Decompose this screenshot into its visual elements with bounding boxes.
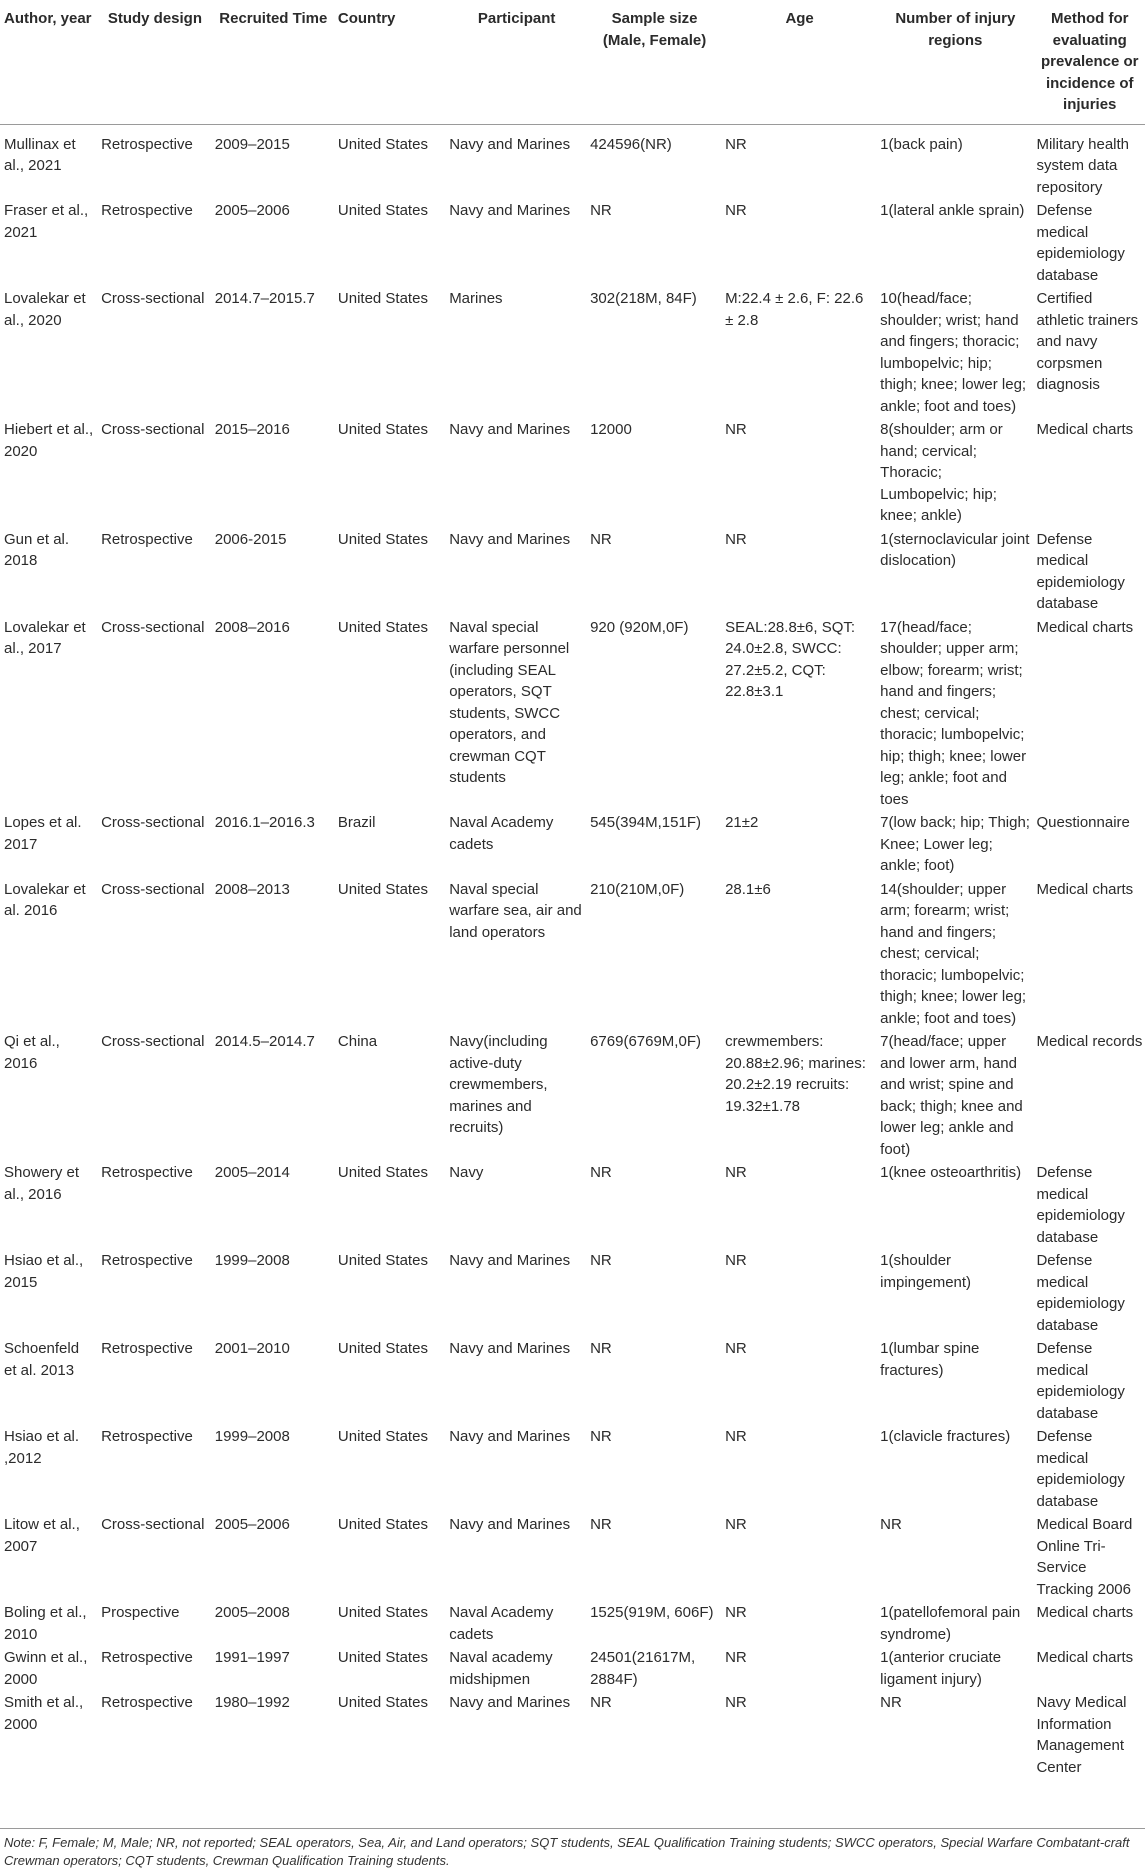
recruited-time-cell: 1980–1992 — [214, 1694, 290, 1711]
table-row — [0, 124, 1145, 200]
injury-regions-cell: 1(anterior cruciate ligament injury) — [880, 1649, 1002, 1688]
method-cell: Medical charts — [1036, 1649, 1134, 1666]
country-cell: Brazil — [337, 814, 376, 831]
recruited-time-cell: 2014.7–2015.7 — [214, 290, 315, 307]
sample-size-cell: 545(394M,151F) — [590, 814, 701, 831]
participant-cell: Naval academy midshipmen — [449, 1649, 553, 1688]
sample-size-cell: 210(210M,0F) — [590, 880, 685, 898]
country-cell: United States — [337, 530, 428, 548]
injury-regions-cell: 1(lumbar spine fractures) — [880, 1340, 980, 1379]
recruited-time-cell: 2016.1–2016.3 — [214, 814, 315, 831]
age-cell: SEAL:28.8±6, SQT: 24.0±2.8, SWCC: 27.2±5.2, CQT: 22.8±3.1 — [725, 618, 856, 700]
study-design-cell: Cross-sectional — [101, 814, 205, 831]
recruited-time-cell: 2005–2006 — [214, 202, 290, 219]
participant-cell: Naval Academy cadets — [449, 1604, 554, 1643]
country-cell: United States — [337, 1252, 428, 1269]
injury-regions-cell: 1(sternoclavicular joint dislocation) — [880, 530, 1030, 569]
country-cell: United States — [337, 421, 428, 438]
injury-regions-cell: 14(shoulder; upper arm; forearm; wrist; hand and fingers; chest; cervical; thoracic; lumbopelvic; thigh; knee; lower leg; ankle; foot and toes) — [880, 880, 1027, 1027]
author-year-cell: Qi et al., 2016 — [4, 1033, 60, 1072]
author-year-cell: Litow et al., 2007 — [4, 1516, 80, 1555]
table-row — [0, 200, 1145, 288]
sample-size-cell: NR — [590, 1694, 612, 1711]
recruited-time-cell: 2008–2013 — [214, 880, 290, 898]
method-cell: Certified athletic trainers and navy corpsmen diagnosis — [1036, 290, 1139, 393]
country-cell: United States — [337, 1428, 428, 1445]
author-year-cell: Mullinax et al., 2021 — [4, 135, 76, 174]
method-cell: Medical charts — [1036, 618, 1134, 636]
table-row — [0, 419, 1145, 529]
table-row — [0, 288, 1145, 419]
sample-size-cell: 12000 — [590, 421, 632, 438]
method-cell: Military health system data repository — [1036, 135, 1130, 196]
table-row — [0, 1514, 1145, 1602]
method-cell: Defense medical epidemiology database — [1036, 1164, 1125, 1246]
age-cell: NR — [725, 530, 747, 548]
author-year-cell: Boling et al., 2010 — [4, 1604, 87, 1643]
recruited-time-cell: 2005–2014 — [214, 1164, 290, 1181]
method-cell: Defense medical epidemiology database — [1036, 1428, 1125, 1510]
participant-cell: Navy — [449, 1164, 484, 1181]
sample-size-cell: 1525(919M, 606F) — [590, 1604, 714, 1621]
age-cell: NR — [725, 1694, 747, 1711]
author-year-cell: Showery et al., 2016 — [4, 1164, 80, 1203]
age-cell: M:22.4 ± 2.6, F: 22.6 ± 2.8 — [725, 290, 864, 329]
method-cell: Defense medical epidemiology database — [1036, 1340, 1125, 1422]
injury-regions-cell: NR — [880, 1694, 902, 1711]
injury-regions-cell: 1(clavicle fractures) — [880, 1428, 1011, 1445]
country-cell: China — [337, 1033, 378, 1050]
author-year-cell: Fraser et al., 2021 — [4, 202, 89, 241]
study-design-cell: Cross-sectional — [101, 290, 205, 307]
country-cell: United States — [337, 135, 428, 153]
sample-size-cell: 920 (920M,0F) — [590, 618, 689, 636]
header-recruited-time: Recruited Time — [219, 10, 328, 27]
table-row — [0, 1338, 1145, 1426]
author-year-cell: Lovalekar et al. 2016 — [4, 880, 86, 919]
author-year-cell: Lopes et al. 2017 — [4, 814, 82, 853]
age-cell: NR — [725, 1604, 747, 1621]
header-study-design: Study design — [107, 10, 203, 27]
table-row — [0, 1162, 1145, 1250]
injury-regions-cell: 17(head/face; shoulder; upper arm; elbow; forearm; wrist; hand and fingers; chest; cervical; thoracic; lumbopelvic; hip; thigh; knee; lower leg; ankle; foot and toes — [880, 618, 1027, 808]
study-design-cell: Retrospective — [101, 1164, 193, 1181]
injury-regions-cell: 1(back pain) — [880, 135, 963, 153]
sample-size-cell: NR — [590, 1428, 612, 1445]
method-cell: Defense medical epidemiology database — [1036, 1252, 1125, 1334]
sample-size-cell: NR — [590, 1164, 612, 1181]
author-year-cell: Hiebert et al., 2020 — [4, 421, 94, 460]
recruited-time-cell: 2005–2006 — [214, 1516, 290, 1533]
study-design-cell: Cross-sectional — [101, 421, 205, 438]
header-age: Age — [785, 10, 814, 27]
participant-cell: Navy and Marines — [449, 1516, 571, 1533]
author-year-cell: Smith et al., 2000 — [4, 1694, 84, 1733]
study-design-cell: Retrospective — [101, 1649, 193, 1666]
study-design-cell: Retrospective — [101, 1252, 193, 1269]
sample-size-cell: 6769(6769M,0F) — [590, 1033, 701, 1050]
sample-size-cell: NR — [590, 202, 612, 219]
table-row — [0, 812, 1145, 879]
method-cell: Medical charts — [1036, 1604, 1134, 1621]
country-cell: United States — [337, 1340, 428, 1357]
recruited-time-cell: 1999–2008 — [214, 1252, 290, 1269]
age-cell: crewmembers: 20.88±2.96; marines: 20.2±2.19 recruits: 19.32±1.78 — [725, 1033, 866, 1115]
age-cell: NR — [725, 1164, 747, 1181]
recruited-time-cell: 1999–2008 — [214, 1428, 290, 1445]
sample-size-cell: NR — [590, 1516, 612, 1533]
country-cell: United States — [337, 618, 428, 636]
table-row — [0, 617, 1145, 813]
participant-cell: Navy(including active-duty crewmembers, marines and recruits) — [449, 1033, 548, 1136]
injury-regions-cell: 10(head/face; shoulder; wrist; hand and fingers; thoracic; lumbopelvic; hip; thigh; knee; lower leg; ankle; foot and toes) — [880, 290, 1027, 415]
injury-regions-cell: 1(shoulder impingement) — [880, 1252, 972, 1291]
header-country: Country — [337, 10, 396, 27]
age-cell: NR — [725, 1428, 747, 1445]
method-cell: Medical charts — [1036, 880, 1134, 898]
author-year-cell: Lovalekar et al., 2020 — [4, 290, 86, 329]
table-header-row — [0, 0, 1145, 124]
country-cell: United States — [337, 1649, 428, 1666]
country-cell: United States — [337, 202, 428, 219]
study-design-cell: Cross-sectional — [101, 1516, 205, 1533]
participant-cell: Navy and Marines — [449, 1340, 571, 1357]
study-design-cell: Cross-sectional — [101, 880, 205, 898]
country-cell: United States — [337, 1694, 428, 1711]
country-cell: United States — [337, 880, 428, 898]
author-year-cell: Gun et al. 2018 — [4, 530, 70, 569]
method-cell: Questionnaire — [1036, 814, 1130, 831]
recruited-time-cell: 2015–2016 — [214, 421, 290, 438]
header-sample-size: Sample size (Male, Female) — [602, 10, 707, 49]
table-row — [0, 879, 1145, 1032]
header-participant: Participant — [477, 10, 556, 27]
injury-regions-cell: 7(head/face; upper and lower arm, hand and wrist; spine and back; thigh; knee and lower leg; ankle and foot) — [880, 1033, 1023, 1158]
age-cell: NR — [725, 1340, 747, 1357]
age-cell: 21±2 — [725, 814, 759, 831]
table-row — [0, 1602, 1145, 1647]
study-design-cell: Retrospective — [101, 135, 193, 153]
recruited-time-cell: 2008–2016 — [214, 618, 290, 636]
age-cell: NR — [725, 135, 747, 153]
participant-cell: Navy and Marines — [449, 421, 571, 438]
recruited-time-cell: 2005–2008 — [214, 1604, 290, 1621]
participant-cell: Navy and Marines — [449, 135, 571, 153]
table-body — [0, 124, 1145, 1780]
age-cell: NR — [725, 1649, 747, 1666]
country-cell: United States — [337, 290, 428, 307]
sample-size-cell: NR — [590, 530, 612, 548]
participant-cell: Navy and Marines — [449, 1428, 571, 1445]
recruited-time-cell: 2009–2015 — [214, 135, 290, 153]
header-author-year: Author, year — [4, 10, 92, 27]
age-cell: 28.1±6 — [725, 880, 771, 898]
sample-size-cell: 424596(NR) — [590, 135, 672, 153]
study-design-cell: Prospective — [101, 1604, 180, 1621]
study-design-cell: Retrospective — [101, 1694, 193, 1711]
participant-cell: Naval special warfare personnel (including SEAL operators, SQT students, SWCC operators, and crewman CQT students — [449, 618, 570, 786]
study-design-cell: Retrospective — [101, 1428, 193, 1445]
study-design-cell: Retrospective — [101, 1340, 193, 1357]
age-cell: NR — [725, 1516, 747, 1533]
header-injury-regions: Number of injury regions — [895, 10, 1016, 49]
study-design-cell: Cross-sectional — [101, 618, 205, 636]
participant-cell: Navy and Marines — [449, 202, 571, 219]
method-cell: Medical charts — [1036, 421, 1134, 438]
study-design-cell: Retrospective — [101, 202, 193, 219]
recruited-time-cell: 2014.5–2014.7 — [214, 1033, 315, 1050]
age-cell: NR — [725, 202, 747, 219]
participant-cell: Navy and Marines — [449, 1252, 571, 1269]
country-cell: United States — [337, 1516, 428, 1533]
table-row — [0, 1031, 1145, 1162]
sample-size-cell: 24501(21617M, 2884F) — [590, 1649, 696, 1688]
participant-cell: Marines — [449, 290, 503, 307]
country-cell: United States — [337, 1164, 428, 1181]
method-cell: Medical records — [1036, 1033, 1143, 1050]
age-cell: NR — [725, 421, 747, 438]
sample-size-cell: NR — [590, 1340, 612, 1357]
injury-regions-cell: 8(shoulder; arm or hand; cervical; Thoracic; Lumbopelvic; hip; knee; ankle) — [880, 421, 1003, 524]
author-year-cell: Gwinn et al., 2000 — [4, 1649, 88, 1688]
sample-size-cell: 302(218M, 84F) — [590, 290, 697, 307]
table-row — [0, 1647, 1145, 1692]
table-row — [0, 1692, 1145, 1780]
table-row — [0, 1250, 1145, 1338]
method-cell: Defense medical epidemiology database — [1036, 530, 1125, 612]
participant-cell: Navy and Marines — [449, 530, 571, 548]
country-cell: United States — [337, 1604, 428, 1621]
study-design-cell: Cross-sectional — [101, 1033, 205, 1050]
participant-cell: Naval special warfare sea, air and land operators — [449, 880, 582, 941]
recruited-time-cell: 1991–1997 — [214, 1649, 290, 1666]
recruited-time-cell: 2001–2010 — [214, 1340, 290, 1357]
author-year-cell: Schoenfeld et al. 2013 — [4, 1340, 80, 1379]
injury-regions-cell: 7(low back; hip; Thigh; Knee; Lower leg; ankle; foot) — [880, 814, 1030, 874]
recruited-time-cell: 2006-2015 — [214, 530, 287, 548]
participant-cell: Navy and Marines — [449, 1694, 571, 1711]
table-row — [0, 1426, 1145, 1514]
injury-regions-cell: NR — [880, 1516, 902, 1533]
author-year-cell: Lovalekar et al., 2017 — [4, 618, 86, 657]
injury-regions-cell: 1(lateral ankle sprain) — [880, 202, 1025, 219]
method-cell: Defense medical epidemiology database — [1036, 202, 1125, 284]
participant-cell: Naval Academy cadets — [449, 814, 554, 853]
age-cell: NR — [725, 1252, 747, 1269]
injury-regions-cell: 1(patellofemoral pain syndrome) — [880, 1604, 1021, 1643]
study-design-cell: Retrospective — [101, 530, 193, 548]
author-year-cell: Hsiao et al. ,2012 — [4, 1428, 80, 1467]
header-method: Method for evaluating prevalence or incidence of injuries — [1040, 10, 1139, 113]
injury-regions-cell: 1(knee osteoarthritis) — [880, 1164, 1022, 1181]
author-year-cell: Hsiao et al., 2015 — [4, 1252, 84, 1291]
method-cell: Medical Board Online Tri-Service Tracking 2006 — [1036, 1516, 1133, 1598]
table-row — [0, 529, 1145, 617]
sample-size-cell: NR — [590, 1252, 612, 1269]
table-note: Note: F, Female; M, Male; NR, not reported; SEAL operators, Sea, Air, and Land operators; SQT students, SEAL Qualification Training students; SWCC operators, Special Warfare Combatant-craft Crewman operators; CQT students, Crewman Qualification Training students. — [0, 1828, 1145, 1870]
method-cell: Navy Medical Information Management Center — [1036, 1694, 1127, 1776]
